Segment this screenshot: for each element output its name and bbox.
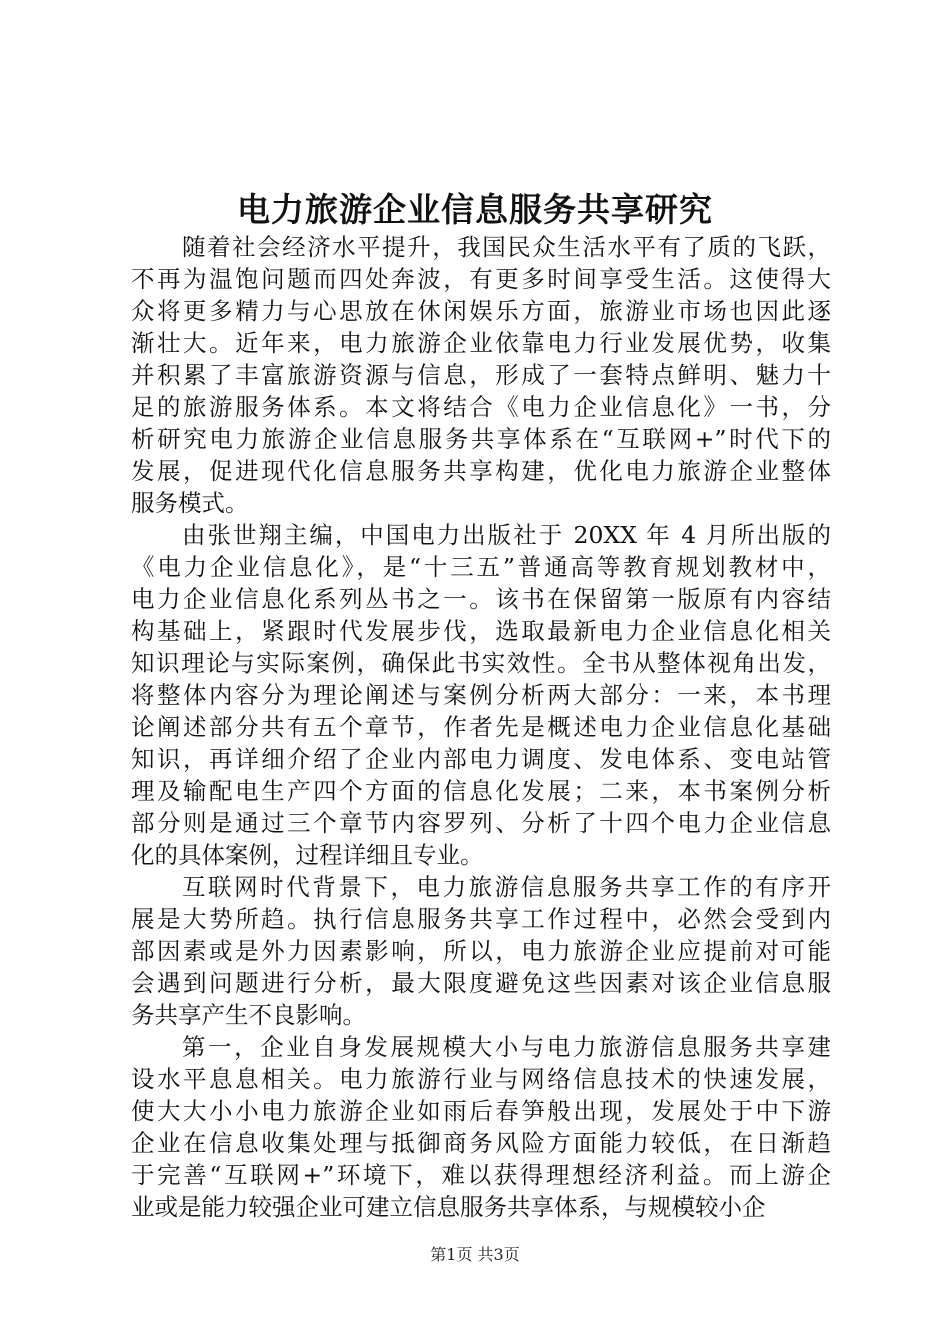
text-line: 《电力企业信息化》，是“十三五”普通高等教育规划教材中， bbox=[131, 553, 831, 581]
text-line: 服务模式。 bbox=[131, 489, 249, 517]
text-line: 业或是能力较强企业可建立信息服务共享体系，与规模较小企 bbox=[131, 1193, 766, 1221]
text-line: 不再为温饱问题而四处奔波，有更多时间享受生活。这使得大 bbox=[131, 265, 831, 293]
text-line: 随着社会经济水平提升，我国民众生活水平有了质的飞跃， bbox=[182, 233, 831, 261]
text-line: 部因素或是外力因素影响，所以，电力旅游企业应提前对可能 bbox=[131, 937, 831, 965]
text-line: 使大大小小电力旅游企业如雨后春笋般出现，发展处于中下游 bbox=[131, 1097, 831, 1125]
text-line: 部分则是通过三个章节内容罗列、分析了十四个电力企业信息 bbox=[131, 809, 831, 837]
text-line: 企业在信息收集处理与抵御商务风险方面能力较低，在日渐趋 bbox=[131, 1129, 831, 1157]
text-line: 第一，企业自身发展规模大小与电力旅游信息服务共享建 bbox=[182, 1033, 831, 1061]
text-line: 知识，再详细介绍了企业内部电力调度、发电体系、变电站管 bbox=[131, 745, 831, 773]
paragraph bbox=[131, 231, 831, 519]
text-line: 析研究电力旅游企业信息服务共享体系在“互联网+”时代下的 bbox=[131, 425, 831, 453]
text-line: 于完善“互联网+”环境下，难以获得理想经济利益。而上游企 bbox=[131, 1161, 831, 1189]
text-line: 设水平息息相关。电力旅游行业与网络信息技术的快速发展， bbox=[131, 1065, 831, 1093]
page-footer: 第1页 共3页 bbox=[430, 1245, 520, 1264]
paragraph bbox=[131, 519, 831, 871]
text-line: 由张世翔主编，中国电力出版社于 20XX 年 4 月所出版的 bbox=[182, 521, 831, 549]
text-line: 理及输配电生产四个方面的信息化发展；二来，本书案例分析 bbox=[131, 777, 831, 805]
text-line: 并积累了丰富旅游资源与信息，形成了一套特点鲜明、魅力十 bbox=[131, 361, 831, 389]
text-line: 展是大势所趋。执行信息服务共享工作过程中，必然会受到内 bbox=[131, 905, 831, 933]
text-line: 众将更多精力与心思放在休闲娱乐方面，旅游业市场也因此逐 bbox=[131, 297, 831, 325]
paragraph bbox=[131, 1031, 831, 1223]
text-line: 化的具体案例，过程详细且专业。 bbox=[131, 841, 484, 869]
document-body bbox=[131, 231, 831, 1223]
text-line: 务共享产生不良影响。 bbox=[131, 1001, 366, 1029]
document-title: 电力旅游企业信息服务共享研究 bbox=[237, 190, 713, 229]
text-line: 构基础上，紧跟时代发展步伐，选取最新电力企业信息化相关 bbox=[131, 617, 831, 645]
text-line: 渐壮大。近年来，电力旅游企业依靠电力行业发展优势，收集 bbox=[131, 329, 831, 357]
paragraph bbox=[131, 871, 831, 1031]
text-line: 电力企业信息化系列丛书之一。该书在保留第一版原有内容结 bbox=[131, 585, 831, 613]
text-line: 知识理论与实际案例，确保此书实效性。全书从整体视角出发， bbox=[131, 649, 831, 677]
text-line: 足的旅游服务体系。本文将结合《电力企业信息化》一书，分 bbox=[131, 393, 831, 421]
text-line: 会遇到问题进行分析，最大限度避免这些因素对该企业信息服 bbox=[131, 969, 831, 997]
text-line: 发展，促进现代化信息服务共享构建，优化电力旅游企业整体 bbox=[131, 457, 831, 485]
text-line: 将整体内容分为理论阐述与案例分析两大部分：一来，本书理 bbox=[131, 681, 831, 709]
text-line: 互联网时代背景下，电力旅游信息服务共享工作的有序开 bbox=[182, 873, 831, 901]
text-line: 论阐述部分共有五个章节，作者先是概述电力企业信息化基础 bbox=[131, 713, 831, 741]
